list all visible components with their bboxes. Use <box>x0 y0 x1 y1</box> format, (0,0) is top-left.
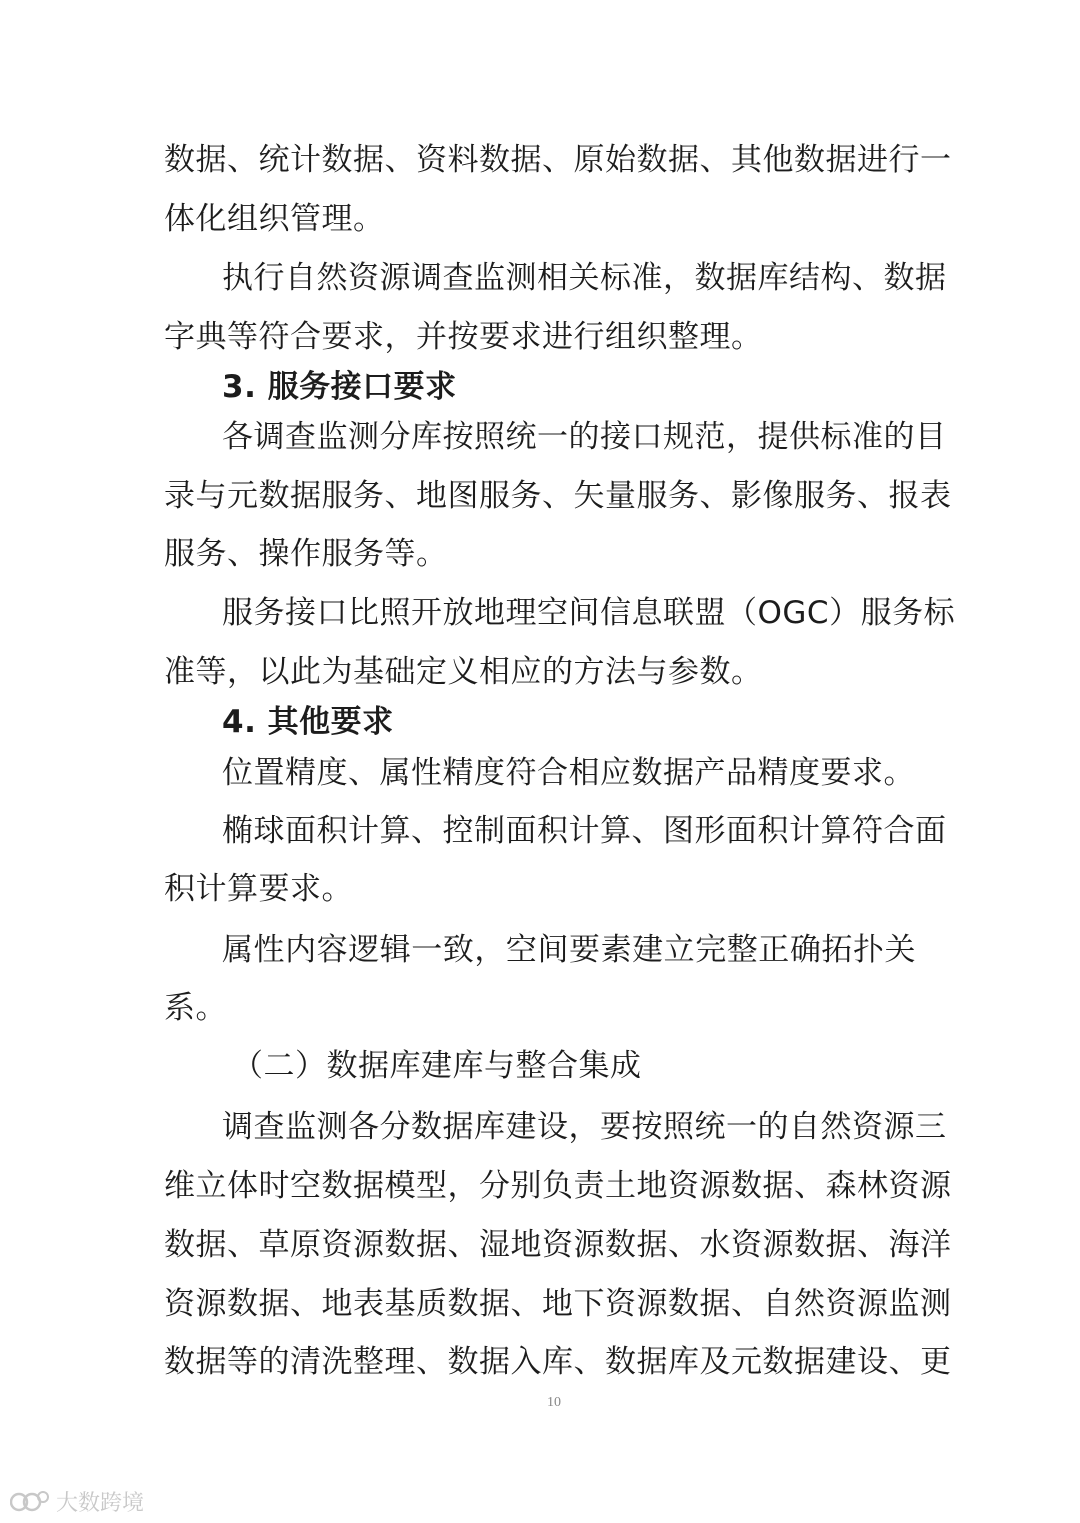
body-text-line: 系。 <box>164 990 227 1026</box>
watermark <box>10 1486 144 1516</box>
body-text-line: 各调查监测分库按照统一的接口规范，提供标准的目 <box>222 419 947 455</box>
body-text-line: 数据等的清洗整理、数据入库、数据库及元数据建设、更 <box>164 1344 952 1380</box>
body-text-line: 位置精度、属性精度符合相应数据产品精度要求。 <box>222 755 915 791</box>
body-text-line: 服务、操作服务等。 <box>164 536 448 572</box>
body-text-line: 属性内容逻辑一致，空间要素建立完整正确拓扑关 <box>222 932 916 968</box>
logo-icon <box>10 1488 50 1514</box>
section-heading: 4. 其他要求 <box>222 704 394 740</box>
body-text-line: 体化组织管理。 <box>164 201 385 237</box>
page-number: 10 <box>547 1395 561 1410</box>
body-text-line: 椭球面积计算、控制面积计算、图形面积计算符合面 <box>222 813 947 849</box>
body-text-line: 维立体时空数据模型，分别负责土地资源数据、森林资源 <box>164 1168 952 1204</box>
watermark-text: 大数跨境 <box>56 1490 145 1516</box>
body-text-line: 执行自然资源调查监测相关标准，数据库结构、数据 <box>222 260 947 296</box>
body-text-line: 数据、草原资源数据、湿地资源数据、水资源数据、海洋 <box>164 1227 952 1263</box>
body-text-line: 积计算要求。 <box>164 871 353 907</box>
section-heading: 3. 服务接口要求 <box>222 369 457 405</box>
body-text-line: 字典等符合要求，并按要求进行组织整理。 <box>164 319 763 355</box>
body-text-line: 资源数据、地表基质数据、地下资源数据、自然资源监测 <box>164 1286 952 1322</box>
body-text-line: 录与元数据服务、地图服务、矢量服务、影像服务、报表 <box>164 478 952 514</box>
subsection-heading: （二）数据库建库与整合集成 <box>232 1048 642 1084</box>
body-text-line: 准等，以此为基础定义相应的方法与参数。 <box>164 654 763 690</box>
body-text-line: 调查监测各分数据库建设，要按照统一的自然资源三 <box>222 1109 947 1145</box>
body-text-line: 服务接口比照开放地理空间信息联盟（OGC）服务标 <box>222 595 956 631</box>
body-text-line: 数据、统计数据、资料数据、原始数据、其他数据进行一 <box>164 142 952 178</box>
